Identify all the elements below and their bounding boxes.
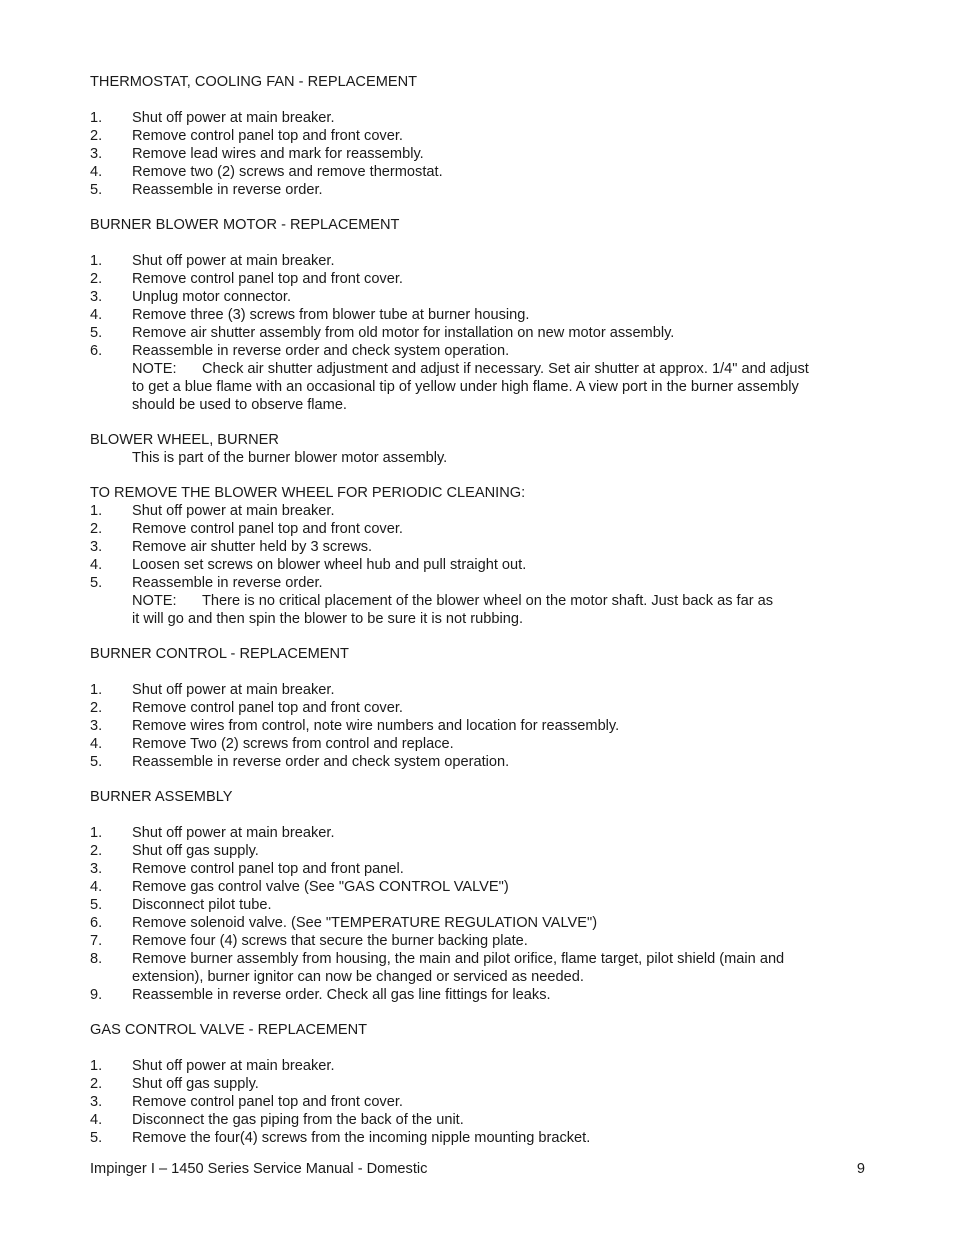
- note-blower-motor: [90, 360, 865, 414]
- note-text: There is no critical placement of the blower wheel on the motor shaft. Just back as far as: [202, 593, 774, 609]
- section-title-burner-assembly: BURNER ASSEMBLY: [90, 789, 233, 805]
- list-item: 4. Remove three (3) screws from blower tube at burner housing.: [90, 307, 530, 323]
- list-item: 3. Remove wires from control, note wire numbers and location for reassembly.: [90, 718, 620, 734]
- note-cleaning: [90, 592, 865, 628]
- section-title-gas-valve: GAS CONTROL VALVE - REPLACEMENT: [90, 1022, 368, 1038]
- list-item: 4. Disconnect the gas piping from the back of the unit.: [90, 1112, 464, 1128]
- list-item: 4. Remove two (2) screws and remove thermostat.: [90, 164, 443, 180]
- steps-cleaning: [90, 502, 865, 592]
- list-item: 2. Shut off gas supply.: [90, 1076, 259, 1092]
- blower-wheel-text: This is part of the burner blower motor assembly.: [132, 450, 448, 466]
- steps-burner-control: [90, 681, 865, 771]
- list-item: extension), burner ignitor can now be changed or serviced as needed.: [132, 969, 584, 985]
- steps-thermostat: [90, 109, 865, 199]
- list-item: 5. Remove air shutter assembly from old motor for installation on new motor assembly.: [90, 325, 675, 341]
- list-item: 5. Disconnect pilot tube.: [90, 897, 272, 913]
- page-footer: [90, 1160, 865, 1178]
- list-item: 3. Remove control panel top and front panel.: [90, 861, 404, 877]
- list-item: 1. Shut off power at main breaker.: [90, 110, 335, 126]
- list-item: 3. Unplug motor connector.: [90, 289, 291, 305]
- page-number: 9: [856, 1161, 865, 1177]
- list-item: 2. Remove control panel top and front cover.: [90, 521, 403, 537]
- list-item: 1. Shut off power at main breaker.: [90, 253, 335, 269]
- list-item: 9. Reassemble in reverse order. Check all gas line fittings for leaks.: [90, 987, 551, 1003]
- steps-burner-assembly: [90, 824, 865, 1004]
- list-item: 1. Shut off power at main breaker.: [90, 682, 335, 698]
- list-item: 1. Shut off power at main breaker.: [90, 1058, 335, 1074]
- note-label: NOTE:: [132, 361, 177, 377]
- steps-gas-valve: [90, 1057, 865, 1147]
- section-title-cleaning: TO REMOVE THE BLOWER WHEEL FOR PERIODIC CLEANING:: [90, 485, 526, 501]
- section-title-burner-control: BURNER CONTROL - REPLACEMENT: [90, 646, 349, 662]
- list-item: 2. Remove control panel top and front cover.: [90, 700, 403, 716]
- list-item: 1. Shut off power at main breaker.: [90, 825, 335, 841]
- list-item: 8. Remove burner assembly from housing, the main and pilot orifice, flame target, pilot shield (main and: [90, 951, 785, 967]
- steps-blower-motor: [90, 252, 865, 360]
- list-item: 5. Reassemble in reverse order.: [90, 575, 323, 591]
- note-text: should be used to observe flame.: [132, 397, 347, 413]
- note-text: to get a blue flame with an occasional tip of yellow under high flame. A view port in the burner assembly: [132, 379, 799, 395]
- list-item: 2. Remove control panel top and front cover.: [90, 128, 403, 144]
- list-item: 7. Remove four (4) screws that secure the burner backing plate.: [90, 933, 528, 949]
- list-item: 6. Reassemble in reverse order and check system operation.: [90, 343, 510, 359]
- list-item: 3. Remove lead wires and mark for reassembly.: [90, 146, 424, 162]
- document-page: [90, 73, 865, 1147]
- list-item: 3. Remove control panel top and front cover.: [90, 1094, 403, 1110]
- note-label: NOTE:: [132, 593, 177, 609]
- section-title-thermostat: THERMOSTAT, COOLING FAN - REPLACEMENT: [90, 74, 418, 90]
- list-item: 4. Remove Two (2) screws from control and replace.: [90, 736, 454, 752]
- list-item: 6. Remove solenoid valve. (See "TEMPERATURE REGULATION VALVE"): [90, 915, 598, 931]
- list-item: 4. Loosen set screws on blower wheel hub and pull straight out.: [90, 557, 527, 573]
- list-item: 1. Shut off power at main breaker.: [90, 503, 335, 519]
- list-item: 4. Remove gas control valve (See "GAS CONTROL VALVE"): [90, 879, 509, 895]
- note-text: it will go and then spin the blower to be sure it is not rubbing.: [132, 611, 524, 627]
- list-item: 5. Remove the four(4) screws from the incoming nipple mounting bracket.: [90, 1130, 591, 1146]
- list-item: 2. Shut off gas supply.: [90, 843, 259, 859]
- section-title-blower-motor: BURNER BLOWER MOTOR - REPLACEMENT: [90, 217, 400, 233]
- list-item: 5. Reassemble in reverse order.: [90, 182, 323, 198]
- section-title-blower-wheel: BLOWER WHEEL, BURNER: [90, 432, 279, 448]
- list-item: 3. Remove air shutter held by 3 screws.: [90, 539, 373, 555]
- note-text: Check air shutter adjustment and adjust if necessary. Set air shutter at approx. 1/4" and adjust: [202, 361, 809, 377]
- list-item: 5. Reassemble in reverse order and check system operation.: [90, 754, 510, 770]
- footer-title: Impinger I – 1450 Series Service Manual - Domestic: [90, 1161, 428, 1177]
- list-item: 2. Remove control panel top and front cover.: [90, 271, 403, 287]
